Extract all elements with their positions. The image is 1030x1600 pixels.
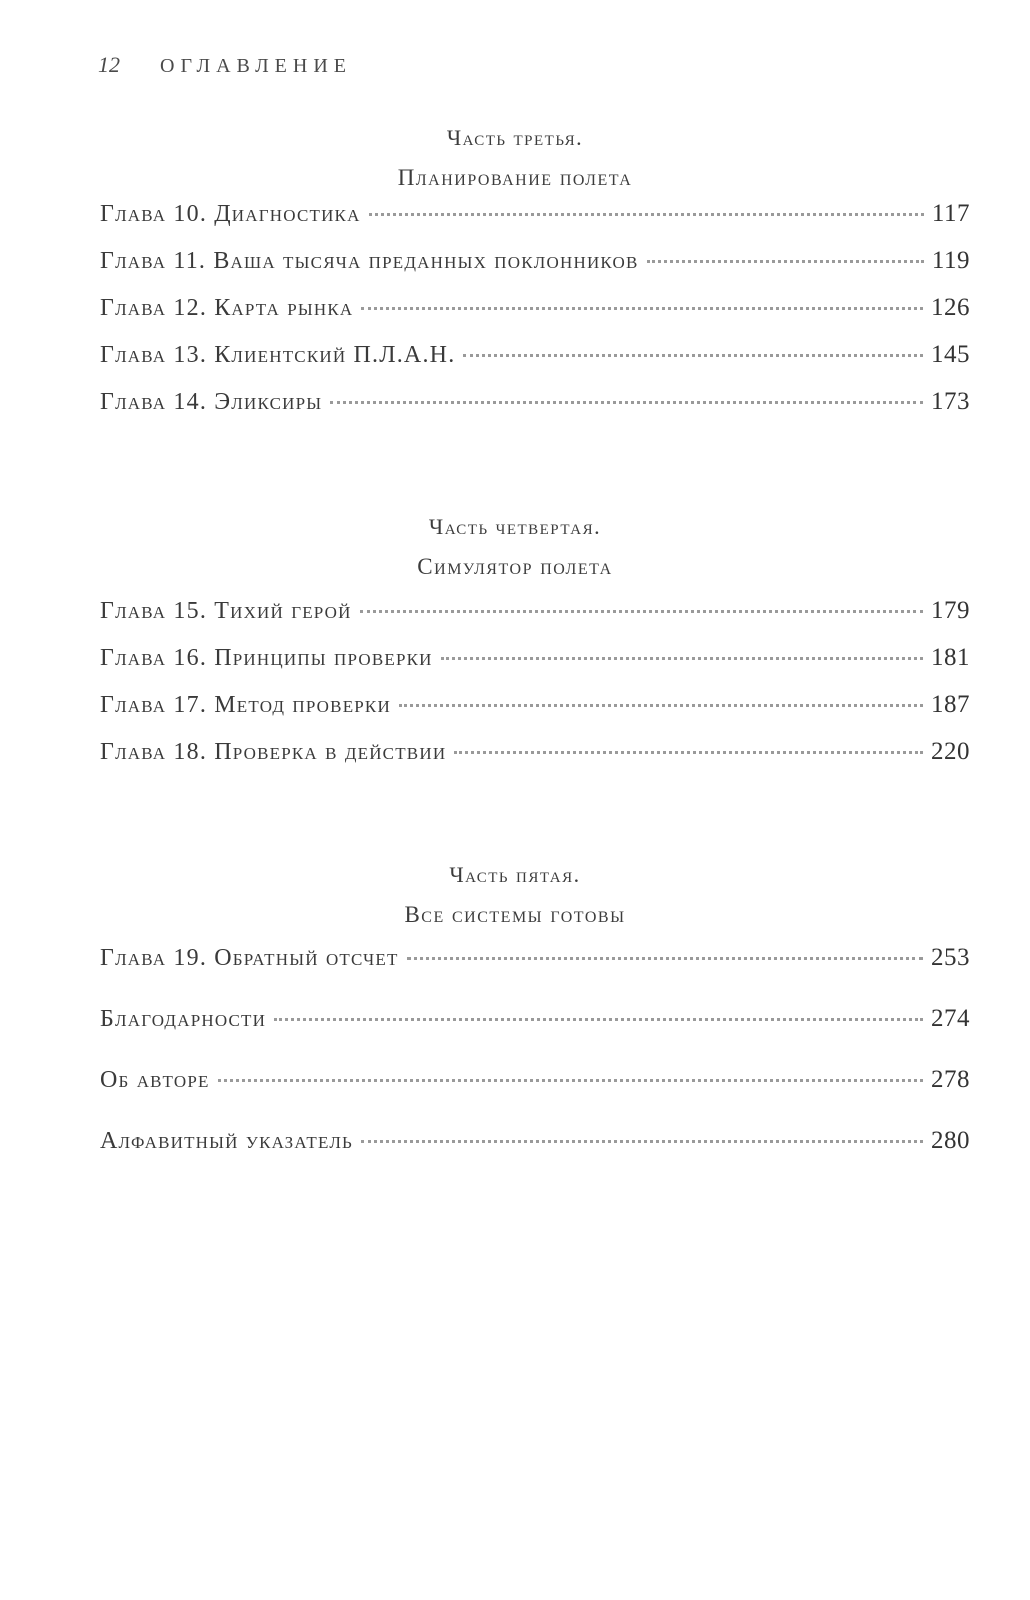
toc-entry-label: Глава 10. Диагностика [100,201,361,227]
dot-leader [360,610,923,613]
toc-entry-page: 253 [931,944,970,971]
toc-entry[interactable] [100,247,970,294]
part-heading-3 [0,118,1030,198]
page-number: 12 [98,52,120,77]
toc-list-part-5 [100,944,970,1188]
dot-leader [441,657,923,660]
toc-entry-label: Глава 17. Метод проверки [100,692,391,718]
toc-entry-page: 173 [931,388,970,415]
toc-entry[interactable] [100,1005,970,1066]
toc-entry-label: Глава 16. Принципы проверки [100,645,433,671]
toc-list-part-4 [100,597,970,785]
dot-leader [399,704,923,707]
toc-entry-label: Глава 15. Тихий герой [100,598,352,624]
dot-leader [361,307,923,310]
toc-entry-label: Об авторе [100,1067,210,1093]
toc-entry-label: Глава 14. Эликсиры [100,389,323,415]
toc-entry-page: 145 [931,341,970,368]
toc-entry[interactable] [100,644,970,691]
dot-leader [218,1079,923,1082]
toc-entry[interactable] [100,294,970,341]
dot-leader [407,957,923,960]
toc-entry-label: Глава 19. Обратный отсчет [100,945,399,971]
toc-entry[interactable] [100,691,970,738]
toc-entry-page: 274 [931,1005,970,1032]
toc-entry-page: 278 [931,1066,970,1093]
dot-leader [274,1018,923,1021]
toc-entry[interactable] [100,597,970,644]
toc-entry-page: 280 [931,1127,970,1154]
toc-entry[interactable] [100,1066,970,1127]
part-heading-4 [0,507,1030,587]
toc-entry-page: 117 [931,200,970,227]
running-head [98,52,352,82]
dot-leader [454,751,923,754]
toc-entry-page: 181 [931,644,970,671]
toc-entry-label: Глава 18. Проверка в действии [100,739,447,765]
part-label: Часть четвертая. [428,514,602,539]
toc-entry-label: Алфавитный указатель [100,1128,354,1154]
part-title: Все системы готовы [404,902,626,927]
toc-entry[interactable] [100,200,970,247]
dot-leader [647,260,924,263]
toc-entry-page: 179 [931,597,970,624]
toc-entry[interactable] [100,1127,970,1188]
dot-leader [330,401,923,404]
toc-entry[interactable] [100,738,970,785]
toc-entry-label: Благодарности [100,1006,267,1032]
toc-entry-page: 126 [931,294,970,321]
toc-list-part-3 [100,200,970,435]
part-heading-5 [0,855,1030,935]
part-title: Планирование полета [397,165,633,190]
toc-entry-page: 220 [931,738,970,765]
dot-leader [361,1140,923,1143]
running-title: ОГЛАВЛЕНИЕ [160,55,352,77]
toc-entry-label: Глава 11. Ваша тысяча преданных поклонников [100,248,639,274]
dot-leader [369,213,924,216]
part-label: Часть третья. [446,125,584,150]
part-label: Часть пятая. [449,862,581,887]
part-title: Симулятор полета [417,554,613,579]
toc-entry[interactable] [100,388,970,435]
toc-entry-page: 119 [931,247,970,274]
toc-entry[interactable] [100,944,970,1005]
toc-entry-label: Глава 13. Клиентский П.Л.А.Н. [100,342,456,368]
dot-leader [463,354,923,357]
toc-entry-label: Глава 12. Карта рынка [100,295,354,321]
toc-entry-page: 187 [931,691,970,718]
toc-entry[interactable] [100,341,970,388]
